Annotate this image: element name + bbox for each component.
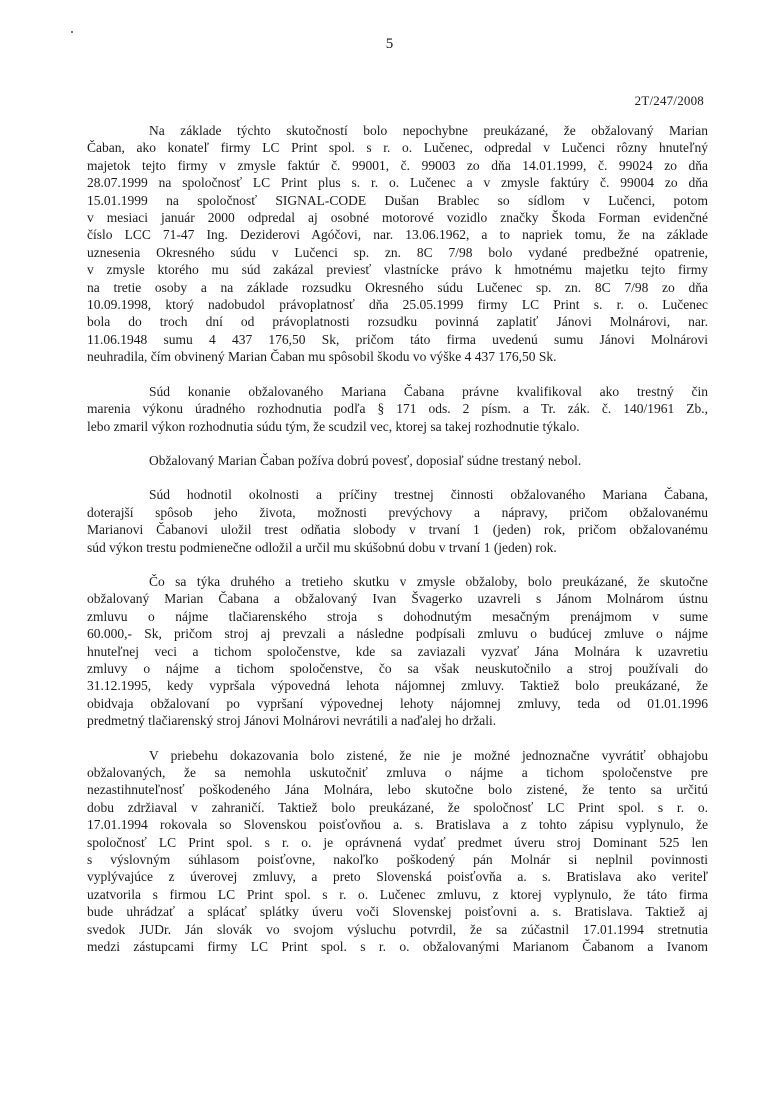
case-number: 2T/247/2008 xyxy=(634,93,704,108)
text-line: 31.12.1995, kedy vypršala výpovedná lehota nájomnej zmluvy. Taktiež bolo preukázané, že xyxy=(87,678,708,694)
text-line: Súd konanie obžalovaného Mariana Čabana právne kvalifikoval ako trestný čin xyxy=(149,383,708,399)
text-line: zmluvy o nájme a tichom spoločenstve, čo sa však neuskutočnilo a stroj používali do xyxy=(87,660,708,676)
text-line: majetok tejto firmy v zmysle faktúr č. 99001, č. 99003 zo dňa 14.01.1999, č. 99024 zo dňa xyxy=(87,157,708,173)
text-line: s výslovným súhlasom poisťovne, nakoľko poškodený pán Molnár si neplnil povinnosti xyxy=(87,852,708,868)
paragraph-3 xyxy=(87,452,708,469)
paragraph-4 xyxy=(87,486,708,556)
text-line: V priebehu dokazovania bolo zistené, že nie je možné jednoznačne vyvrátiť obhajobu xyxy=(149,747,708,763)
text-line: spoločnosť LC Print spol. s r. o. je oprávnená vydať predmet úveru stroj Dominant 525 len xyxy=(87,834,708,850)
text-line: súd výkon trestu podmienečne odložil a určil mu skúšobnú dobu v trvaní 1 (jeden) rok. xyxy=(87,539,557,555)
text-line: 10.09.1998, ktorý nadobudol právoplatnosť dňa 25.05.1999 firmy LC Print s. r. o. Lučenec xyxy=(87,297,708,313)
text-line: 28.07.1999 na spoločnosť LC Print plus s. r. o. Lučenec a v zmysle faktúry č. 99004 zo dňa xyxy=(87,175,708,191)
text-line: lebo zmaril výkon rozhodnutia súdu tým, že scudzil vec, ktorej sa takej rozhodnutie týkalo. xyxy=(87,418,580,434)
text-line: predmetný tlačiarenský stroj Jánovi Molnárovi nevrátili a naďalej ho držali. xyxy=(87,713,497,729)
paragraph-1 xyxy=(87,122,708,366)
text-line: 11.06.1948 sumu 4 437 176,50 Sk, pričom táto firma uvedenú sumu Jánovi Molnárovi xyxy=(87,331,708,347)
text-line: marenia výkonu úradného rozhodnutia podľa § 171 ods. 2 písm. a Tr. zák. č. 140/1961 Zb., xyxy=(87,401,708,417)
text-line: medzi zástupcami firmy LC Print spol. s r. o. obžalovanými Marianom Čabanom a Ivanom xyxy=(87,939,708,955)
text-line: vyplývajúce z úverovej zmluvy, a preto Slovenská poisťovňa a. s. Bratislava ako veriteľ xyxy=(87,869,708,885)
text-line: na tretie osoby a na základe rozsudku Okresného súdu Lučenec sp. zn. 8C 7/98 zo dňa xyxy=(87,279,708,295)
text-line: bola do troch dní od právoplatnosti rozsudku povinná zaplatiť Jánovi Molnárovi, nar. xyxy=(87,314,708,330)
text-line: zmluvu o nájme tlačiarenského stroja s dohodnutým mesačným prenájmom v sume xyxy=(87,608,708,624)
text-line: Obžalovaný Marian Čaban požíva dobrú povesť, doposiaľ súdne trestaný nebol. xyxy=(149,452,582,468)
text-line: Súd hodnotil okolnosti a príčiny trestnej činnosti obžalovaného Mariana Čabana, xyxy=(149,487,708,503)
text-line: Na základe týchto skutočností bolo nepochybne preukázané, že obžalovaný Marian xyxy=(149,123,708,138)
text-line: číslo LCC 71-47 Ing. Deziderovi Agóčovi, nar. 13.06.1962, a to napriek tomu, že na základe xyxy=(87,227,708,243)
text-line: neuhradila, čím obvinený Marian Čaban mu spôsobil škodu vo výške 4 437 176,50 Sk. xyxy=(87,349,557,365)
text-line: 60.000,- Sk, pričom stroj aj prevzali a následne podpísali zmluvu o budúcej zmluve o nájme xyxy=(87,626,708,642)
text-line: obidvaja obžalovaní po vypršaní výpovednej lehoty nájomnej zmluvy, teda od 01.01.1996 xyxy=(87,695,708,711)
text-line: Marianovi Čabanovi uložil trest odňatia slobody v trvaní 1 (jeden) rok, pričom obžalovanému xyxy=(87,522,708,538)
text-line: 15.01.1999 na spoločnosť SIGNAL-CODE Dušan Brablec so sídlom v Lučenci, potom xyxy=(87,192,708,208)
text-line: uznesenia Okresného súdu v Lučenci sp. zn. 8C 7/98 bolo vydané predbežné opatrenie, xyxy=(87,244,708,260)
paragraph-2 xyxy=(87,383,708,435)
text-line: v mesiaci január 2000 odpredal aj osobné motorové vozidlo značky Škoda Forman evidenčné xyxy=(87,210,708,226)
text-line: dobu zdržiaval v zahraničí. Taktiež bolo preukázané, že spoločnosť LC Print spol. s r. o. xyxy=(87,799,708,815)
text-line: nezastihnuteľnosť poškodeného Jána Molnára, lebo skutočne bolo zistené, že tento sa určitú xyxy=(87,782,708,798)
text-line: Čo sa týka druhého a tretieho skutku v zmysle obžaloby, bolo preukázané, že skutočne xyxy=(149,573,708,589)
text-line: bude uhrádzať a splácať splátky úveru voči Slovenskej poisťovni a. s. Bratislava. Taktiež aj xyxy=(87,904,708,920)
document-body xyxy=(87,122,708,955)
text-line: uzatvorila s firmou LC Print spol. s r. o. Lučenec zmluvu, z ktorej vyplynulo, že táto firma xyxy=(87,886,708,902)
text-line: svedok JUDr. Ján slovák vo svojom výsluchu potvrdil, že sa zúčastnil 17.01.1994 stretnutia xyxy=(87,921,708,937)
text-line: Čaban, ako konateľ firmy LC Print spol. s r. o. Lučenec, odpredal v Lučenci rôzny hnuteľný xyxy=(87,140,708,156)
paragraph-5 xyxy=(87,573,708,730)
text-line: doterajší spôsob jeho života, možnosti prevýchovy a nápravy, pričom obžalovanému xyxy=(87,504,708,520)
text-line: obžalovaných, že sa nemohla uskutočniť zmluva o nájme a tichom spoločenstve pre xyxy=(87,765,708,780)
paragraph-6 xyxy=(87,747,708,956)
scan-speck xyxy=(71,31,73,33)
text-line: v zmysle ktorého mu súd zakázal previesť vlastnícke právo k hmotnému majetku tejto firmy xyxy=(87,262,708,278)
text-line: hnuteľnej veci a tichom spoločenstve, kde sa zaviazali vyzvať Jána Molnára k uzavretiu xyxy=(87,643,708,659)
page-number: 5 xyxy=(385,36,394,52)
text-line: obžalovaný Marian Čabana a obžalovaný Ivan Švagerko uzavreli s Jánom Molnárom ústnu xyxy=(87,591,708,607)
text-line: 17.01.1994 rokovala so Slovenskou poisťovňou a. s. Bratislava a z tohto zápisu vyplynulo, že xyxy=(87,817,708,833)
